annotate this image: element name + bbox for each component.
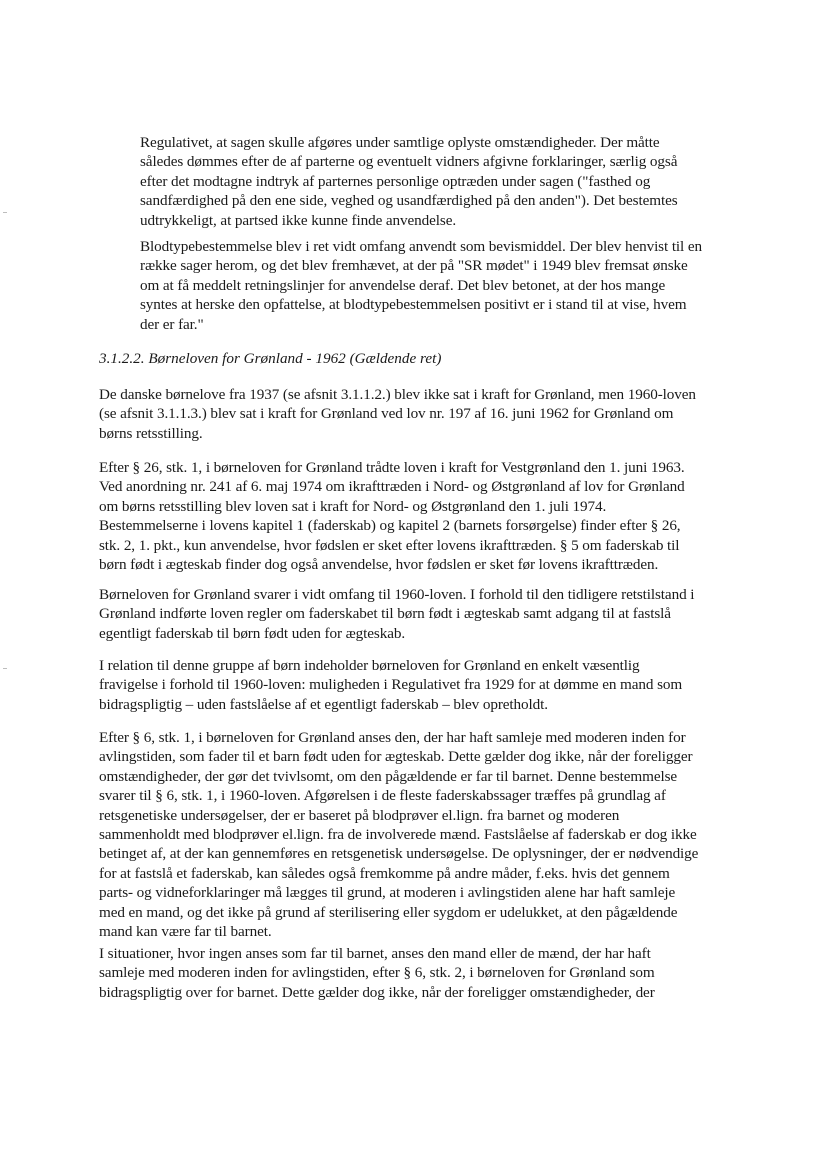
text-line: De danske børnelove fra 1937 (se afsnit 3.1.1.2.) blev ikke sat i kraft for Grønland, men 1960-loven: [99, 386, 696, 403]
text-line: sammenholdt med blodprøver el.lign. fra de involverede mænd. Fastslåelse af faderskab er dog ikke: [99, 826, 697, 844]
text-line: syntes at herske den opfattelse, at blodtypebestemmelsen positivt er i stand til at vise, hvem: [140, 296, 687, 314]
text-line: der er far.": [140, 315, 204, 333]
quote-paragraph-2: [140, 237, 740, 334]
quote-paragraph-1: [140, 133, 740, 230]
text-line: fravigelse i forhold til 1960-loven: muligheden i Regulativet fra 1929 for at dømme en mand som: [99, 676, 683, 694]
text-line: Bestemmelserne i lovens kapitel 1 (faderskab) og kapitel 2 (barnets forsørgelse) finder efter § 26,: [99, 517, 681, 535]
text-line: stk. 2, 1. pkt., kun anvendelse, hvor fødslen er sket efter lovens ikrafttræden. § 5 om faderskab til: [99, 536, 680, 554]
text-line: bidragspligtig – uden fastslåelse af et egentligt faderskab – blev opretholdt.: [99, 695, 548, 713]
body-paragraph-2: [99, 458, 739, 574]
text-line: betinget af, at der kan gennemføres en retsgenetisk undersøgelse. De oplysninger, der er nødvendige: [99, 845, 699, 863]
text-line: om at få meddelt retningslinjer for anvendelse deraf. Det blev betonet, at der hos mange: [140, 276, 666, 294]
text-line: således dømmes efter de af parterne og eventuelt vidners afgivne forklaringer, særlig også: [140, 153, 678, 171]
body-paragraph-5: [99, 728, 739, 941]
text-line: Børneloven for Grønland svarer i vidt omfang til 1960-loven. I forhold til den tidligere retstilstand i: [99, 586, 695, 603]
text-line: Efter § 6, stk. 1, i børneloven for Grønland anses den, der har haft samleje med moderen inden for: [99, 729, 686, 746]
body-paragraph-6: [99, 944, 739, 1002]
scan-mark: [3, 668, 7, 669]
text-line: sandfærdighed på den ene side, veghed og usandfærdighed på den anden"). Det bestemtes: [140, 192, 678, 210]
text-line: svarer til § 6, stk. 1, i 1960-loven. Afgørelsen i de fleste faderskabssager træffes på grundlag af: [99, 787, 666, 805]
body-paragraph-1: [99, 385, 739, 443]
text-line: omstændigheder, der gør det tvivlsomt, om den pågældende er far til barnet. Denne bestemmelse: [99, 767, 678, 785]
text-line: bidragspligtig over for barnet. Dette gælder dog ikke, når der foreligger omstændigheder, der: [99, 983, 655, 1001]
text-line: efter det modtagne indtryk af parternes personlige optræden under sagen ("fasthed og: [140, 172, 651, 190]
text-line: (se afsnit 3.1.1.3.) blev sat i kraft for Grønland ved lov nr. 197 af 16. juni 1962 for Grønland om: [99, 405, 674, 423]
scan-mark: [3, 212, 7, 213]
text-line: med en mand, og det ikke på grund af sterilisering eller sygdom er udelukket, at den pågældende: [99, 903, 678, 921]
text-line: egentligt faderskab til børn født uden for ægteskab.: [99, 624, 406, 642]
text-line: række sager herom, og det blev fremhævet, at der på "SR mødet" i 1949 blev fremsat ønske: [140, 257, 688, 275]
text-line: avlingstiden, som fader til et barn født uden for ægteskab. Dette gælder dog ikke, når der foreligger: [99, 748, 693, 766]
text-line: Grønland indførte loven regler om faderskabet til børn født i ægteskab samt adgang til at fastslå: [99, 605, 671, 623]
text-line: udtrykkeligt, at partsed ikke kunne finde anvendelse.: [140, 211, 457, 229]
body-paragraph-4: [99, 656, 739, 714]
section-heading: 3.1.2.2. Børneloven for Grønland - 1962 (Gældende ret): [99, 350, 442, 367]
text-line: I situationer, hvor ingen anses som far til barnet, anses den mand eller de mænd, der har haft: [99, 945, 651, 962]
text-line: børns retsstilling.: [99, 424, 203, 442]
text-line: parts- og vidneforklaringer må lægges til grund, at moderen i avlingstiden alene har haft samleje: [99, 884, 676, 902]
text-line: Efter § 26, stk. 1, i børneloven for Grønland trådte loven i kraft for Vestgrønland den 1. juni 1963.: [99, 459, 685, 476]
text-line: Ved anordning nr. 241 af 6. maj 1974 om ikrafttræden i Nord- og Østgrønland af lov for Grønland: [99, 478, 685, 496]
text-line: samleje med moderen inden for avlingstiden, efter § 6, stk. 2, i børneloven for Grønland som: [99, 964, 655, 982]
text-line: mand kan være far til barnet.: [99, 923, 272, 941]
text-line: om børns retsstilling blev loven sat i kraft for Nord- og Østgrønland den 1. juli 1974.: [99, 497, 607, 515]
text-line: retsgenetiske undersøgelser, der er baseret på blodprøver el.lign. fra barnet og moderen: [99, 806, 620, 824]
body-paragraph-3: [99, 585, 739, 643]
text-line: I relation til denne gruppe af børn indeholder børneloven for Grønland en enkelt væsentlig: [99, 657, 640, 674]
text-line: Regulativet, at sagen skulle afgøres under samtlige oplyste omstændigheder. Der måtte: [140, 134, 660, 151]
text-line: for at fastslå et faderskab, kan således også fremkomme på andre måder, f.eks. hvis det gennem: [99, 864, 670, 882]
text-line: Blodtypebestemmelse blev i ret vidt omfang anvendt som bevismiddel. Der blev henvist til en: [140, 238, 703, 255]
text-line: børn født i ægteskab finder dog også anvendelse, hvor fødslen er sket før lovens ikrafttræden.: [99, 556, 659, 574]
